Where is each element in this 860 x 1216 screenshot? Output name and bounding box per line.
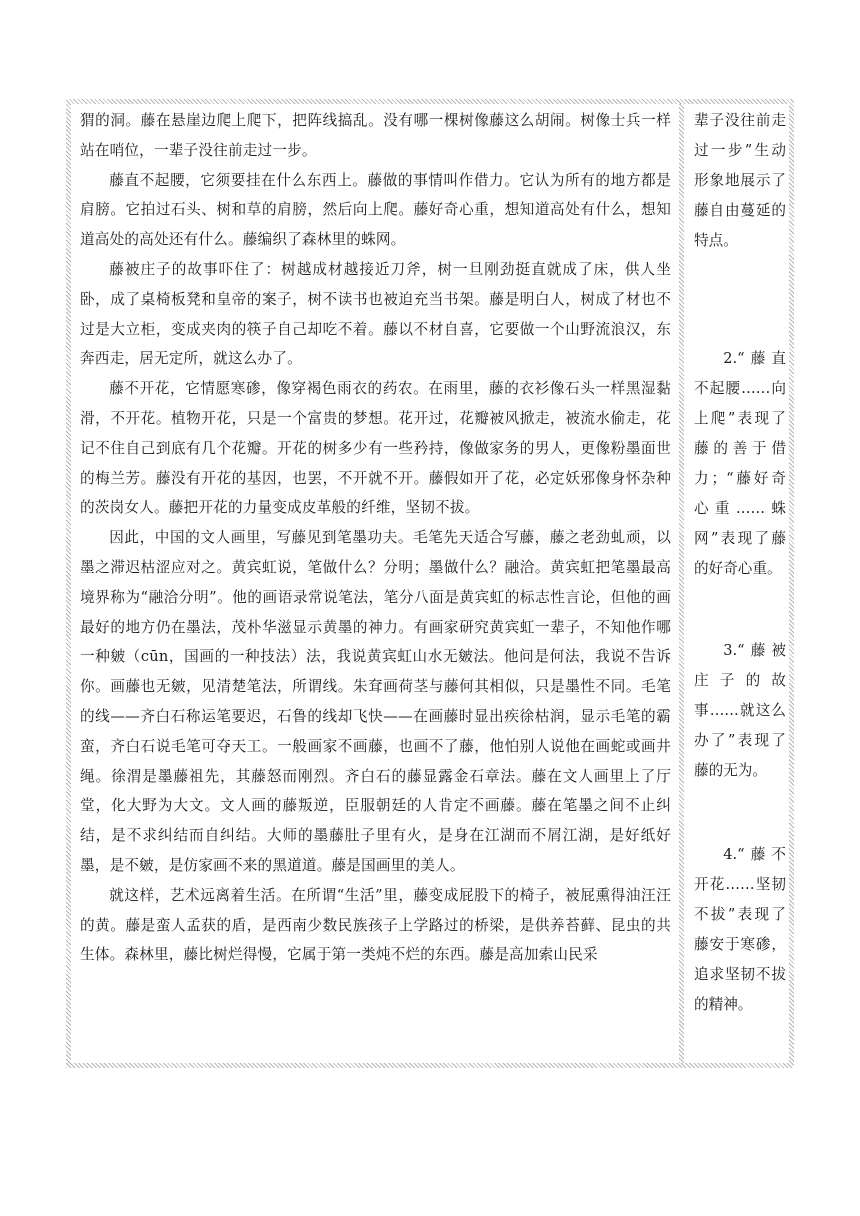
- annotation-note: 3.“藤被庄子的故事……就这么办了”表现了藤的无为。: [694, 642, 786, 779]
- annotation-column: [684, 104, 789, 1063]
- paragraph: 因此，中国的文人画里，写藤见到笔墨功夫。毛笔先天适合写藤，藤之老劲虬顽，以墨之滞迟枯涩应对之。黄宾虹说，笔做什么？分明；墨做什么？融洽。黄宾虹把笔墨最高境界称为“融洽分明”。他的画语录常说笔法，笔分八面是黄宾虹的标志性言论，但他的画最好的地方仍在墨法，茂朴华滋显示黄墨的神力。有画家研究黄宾虹一辈子，不知他作哪一种皴（cūn，国画的一种技法）法，我说黄宾虹山水无皴法。他问是何法，我说不告诉你。画藤也无皴，见清楚笔法，所谓线。朱耷画荷茎与藤何其相似，只是墨性不同。毛笔的线——齐白石称运笔要迟，石鲁的线却飞快——在画藤时显出疾徐枯润，显示毛笔的霸蛮，齐白石说毛笔可夺天工。一般画家不画藤，也画不了藤，他怕别人说他在画蛇或画井绳。徐渭是墨藤祖先，其藤怒而刚烈。齐白石的藤显露金石章法。藤在文人画里上了厅堂，化大野为大文。文人画的藤叛逆，臣服朝廷的人肯定不画藤。藤在笔墨之间不止纠结，是不求纠结而自纠结。大师的墨藤肚子里有火，是身在江湖而不屑江湖，是好纸好墨，是不皴，是仿家画不来的黑道道。藤是国画里的美人。: [80, 529, 671, 874]
- paragraph: 藤不开花，它情愿寒碜，像穿褐色雨衣的药农。在雨里，藤的衣衫像石头一样黑湿黏滑，不开花。植物开花，只是一个富贵的梦想。花开过，花瓣被风掀走，被流水偷走，花记不住自己到底有几个花瓣。开花的树多少有一些矜持，像做家务的男人，更像粉墨面世的梅兰芳。藤没有开花的基因，也罢，不开就不开。藤假如开了花，必定妖邪像身怀杂种的茨岗女人。藤把开花的力量变成皮革般的纤维，坚韧不拔。: [80, 380, 671, 517]
- main-text-column: [71, 104, 679, 1063]
- paragraph: 藤直不起腰，它须要挂在什么东西上。藤做的事情叫作借力。它认为所有的地方都是肩膀。它拍过石头、树和草的肩膀，然后向上爬。藤好奇心重，想知道高处有什么，想知道高处的高处还有什么。藤编织了森林里的蛛网。: [80, 171, 671, 249]
- paragraph: 猬的洞。藤在悬崖边爬上爬下，把阵线搞乱。没有哪一棵树像藤这么胡闹。树像士兵一样站在哨位，一辈子没往前走过一步。: [80, 112, 671, 159]
- annotation-note: 2.“藤直不起腰……向上爬”表现了藤的善于借力；“藤好奇心重……蛛网”表现了藤的好奇心重。: [694, 350, 786, 577]
- annotation-note: 4.“藤不开花……坚韧不拔”表现了藤安于寒碜，追求坚韧不拔的精神。: [694, 846, 786, 1013]
- paragraph: 就这样，艺术远离着生活。在所谓“生活”里，藤变成屁股下的椅子，被屁熏得油汪汪的黄。藤是蛮人孟获的盾，是西南少数民族孩子上学路过的桥梁，是供养苔藓、昆虫的共生体。森林里，藤比树烂得慢，它属于第一类炖不烂的东西。藤是高加索山民采: [80, 886, 671, 964]
- annotation-note: 辈子没往前走过一步”生动形象地展示了藤自由蔓延的特点。: [694, 112, 786, 249]
- paragraph: 藤被庄子的故事吓住了：树越成材越接近刀斧，树一旦刚劲挺直就成了床，供人坐卧，成了桌椅板凳和皇帝的案子，树不读书也被迫充当书架。藤是明白人，树成了材也不过是大立柜，变成夹肉的筷子自己却吃不着。藤以不材自喜，它要做一个山野流浪汉，东奔西走，居无定所，就这么办了。: [80, 260, 671, 368]
- text-table: [66, 99, 794, 1068]
